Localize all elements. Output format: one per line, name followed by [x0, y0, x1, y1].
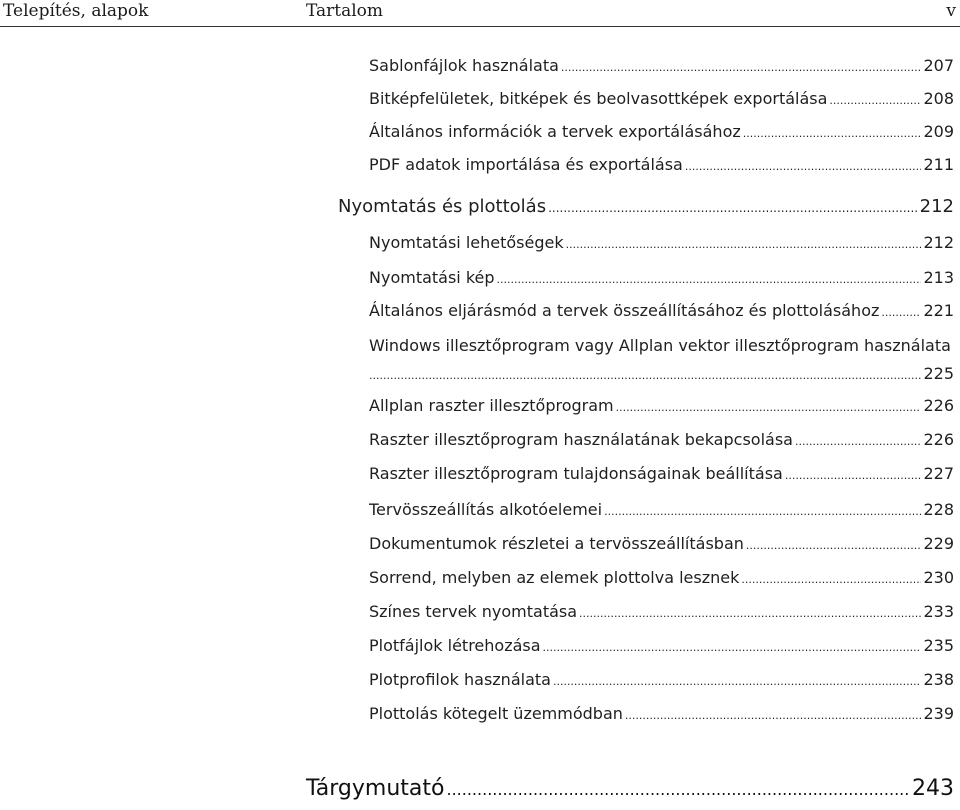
- toc-entry-page: 227: [923, 464, 954, 483]
- toc-entry-title: Színes tervek nyomtatása: [369, 602, 578, 621]
- toc-entry-page: 229: [923, 534, 954, 553]
- toc-entry-page: 226: [923, 396, 954, 415]
- toc-entry[interactable]: [369, 430, 954, 449]
- toc-entry-title: Raszter illesztőprogram használatának bekapcsolása: [369, 430, 793, 449]
- toc-entry-page: 233: [923, 602, 954, 621]
- running-header: [0, 0, 960, 24]
- toc-entry[interactable]: [369, 396, 954, 415]
- toc-entry-page: 230: [923, 568, 954, 587]
- toc-entry[interactable]: [369, 56, 954, 75]
- toc-entry[interactable]: [369, 568, 954, 587]
- toc-leader-dots: [625, 704, 922, 723]
- toc-entry-page: 212: [919, 196, 954, 217]
- toc-leader-dots: [553, 670, 922, 689]
- toc-entry-page: 238: [923, 670, 954, 689]
- toc-entry-page: 243: [912, 776, 954, 801]
- toc-entry-page: 208: [923, 89, 954, 108]
- toc-entry[interactable]: [369, 464, 954, 483]
- toc-leader-dots: [741, 568, 921, 587]
- toc-entry[interactable]: [369, 89, 954, 108]
- toc-entry-title: Sablonfájlok használata: [369, 56, 559, 75]
- toc-entry[interactable]: [369, 500, 954, 519]
- toc-leader-dots: [566, 233, 922, 252]
- toc-entry[interactable]: [369, 122, 954, 141]
- toc-entry[interactable]: [369, 636, 954, 655]
- toc-entry-title: Dokumentumok részletei a tervösszeállításban: [369, 534, 744, 553]
- header-page-number: v: [946, 1, 956, 21]
- toc-entry[interactable]: [369, 670, 954, 689]
- toc-leader-dots: [795, 430, 922, 449]
- toc-entry-title: Raszter illesztőprogram tulajdonságainak beállítása: [369, 464, 783, 483]
- toc-leader-dots: [685, 155, 922, 174]
- toc-leader-dots: [881, 301, 921, 320]
- header-rule: [0, 26, 960, 27]
- toc-entry-title: Nyomtatás és plottolás: [338, 196, 547, 217]
- toc-entry-title: Allplan raszter illesztőprogram: [369, 396, 614, 415]
- toc-entry[interactable]: [369, 602, 954, 621]
- toc-entry[interactable]: [369, 233, 954, 252]
- toc-entry-title: Tárgymutató: [306, 776, 445, 801]
- toc-entry-title: Nyomtatási lehetőségek: [369, 233, 564, 252]
- toc-entry-title-wrapped[interactable]: Windows illesztőprogram vagy Allplan vektor illesztőprogram használata: [369, 336, 951, 355]
- header-section-title: Tartalom: [306, 1, 384, 21]
- toc-entry-page: 212: [923, 233, 954, 252]
- toc-leader-dots: [743, 122, 922, 141]
- toc-entry[interactable]: [369, 268, 954, 287]
- toc-leader-dots: [604, 500, 921, 519]
- toc-leader-dots: [543, 636, 922, 655]
- toc-entry[interactable]: [369, 534, 954, 553]
- toc-entry[interactable]: [369, 155, 954, 174]
- toc-leader-dots: [746, 534, 922, 553]
- toc-leader-dots: [579, 602, 921, 621]
- toc-leader-dots: [829, 89, 921, 108]
- toc-entry-title: Plotprofilok használata: [369, 670, 551, 689]
- toc-entry-page: 211: [923, 155, 954, 174]
- toc-leader-dots: [447, 776, 911, 801]
- toc-entry-page: 221: [923, 301, 954, 320]
- toc-entry-title: Plotfájlok létrehozása: [369, 636, 541, 655]
- toc-entry-page: 209: [923, 122, 954, 141]
- toc-index-entry[interactable]: [306, 776, 954, 801]
- toc-entry-continuation[interactable]: [369, 364, 954, 383]
- toc-entry-title: PDF adatok importálása és exportálása: [369, 155, 683, 174]
- toc-entry-title: Általános eljárásmód a tervek összeállításához és plottolásához: [369, 301, 880, 320]
- toc-leader-dots: [616, 396, 922, 415]
- toc-leader-dots: [548, 196, 918, 217]
- toc-entry-title: Általános információk a tervek exportálásához: [369, 122, 741, 141]
- toc-leader-dots: [561, 56, 922, 75]
- toc-entry[interactable]: [369, 301, 954, 320]
- toc-entry-title: Tervösszeállítás alkotóelemei: [369, 500, 603, 519]
- toc-entry-title: Nyomtatási kép: [369, 268, 495, 287]
- toc-entry-page: 225: [923, 364, 954, 383]
- toc-entry-page: 207: [923, 56, 954, 75]
- header-book-title: Telepítés, alapok: [3, 1, 149, 21]
- toc-chapter-entry[interactable]: [338, 196, 954, 217]
- toc-entry-page: 228: [923, 500, 954, 519]
- toc-entry[interactable]: [369, 704, 954, 723]
- toc-leader-dots: [497, 268, 922, 287]
- toc-leader-dots: [369, 364, 921, 383]
- toc-entry-title: Bitképfelületek, bitképek és beolvasottképek exportálása: [369, 89, 828, 108]
- toc-entry-page: 226: [923, 430, 954, 449]
- toc-leader-dots: [785, 464, 922, 483]
- toc-entry-page: 213: [923, 268, 954, 287]
- toc-entry-page: 235: [923, 636, 954, 655]
- toc-entry-title: Plottolás kötegelt üzemmódban: [369, 704, 623, 723]
- toc-entry-page: 239: [923, 704, 954, 723]
- toc-entry-title: Sorrend, melyben az elemek plottolva lesznek: [369, 568, 740, 587]
